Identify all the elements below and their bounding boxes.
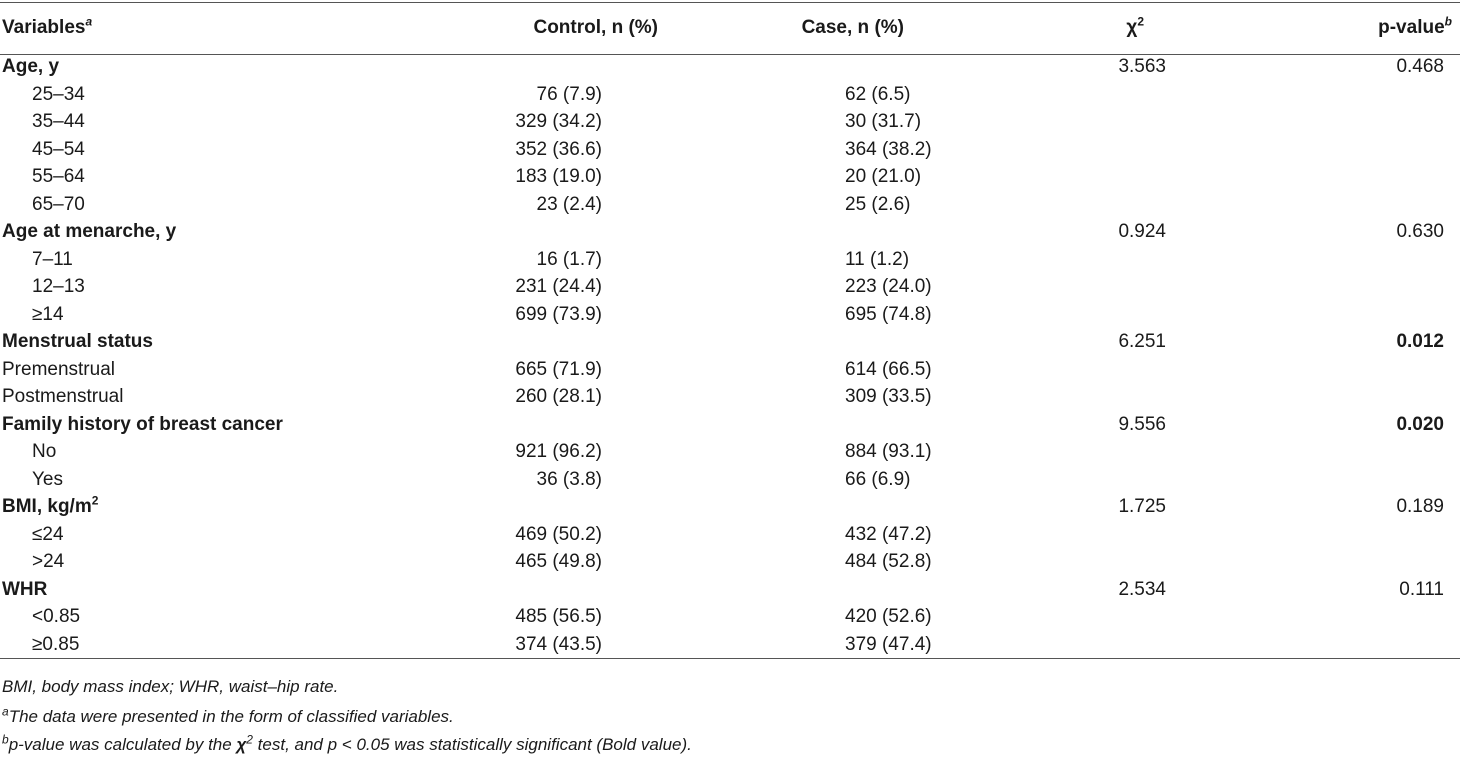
control-cell [420, 411, 664, 439]
control-cell: 329 (34.2) [515, 111, 602, 132]
row-label: Postmenstrual [2, 386, 124, 407]
chi-square-cell [984, 356, 1244, 384]
control-cell: 36 (3.8) [536, 468, 602, 490]
case-cell [664, 328, 984, 356]
table-row [0, 603, 1460, 631]
table-group-row [0, 53, 1460, 81]
p-value-cell [1244, 438, 1460, 466]
row-label: Yes [32, 468, 63, 490]
p-value-cell [1244, 603, 1460, 631]
row-label: 55–64 [32, 166, 85, 187]
control-cell: 183 (19.0) [515, 166, 602, 187]
control-cell: 699 (73.9) [515, 303, 602, 325]
case-cell: 432 (47.2) [845, 523, 932, 545]
footnote-abbreviations: BMI, body mass index; WHR, waist–hip rate. [2, 677, 339, 696]
table-row [0, 548, 1460, 576]
table-row [0, 631, 1460, 659]
control-cell [420, 218, 664, 246]
p-value-cell [1244, 356, 1460, 384]
case-cell: 62 (6.5) [845, 83, 911, 105]
table-row [0, 136, 1460, 164]
row-label: <0.85 [32, 606, 81, 627]
p-value-cell [1244, 466, 1460, 494]
control-cell: 469 (50.2) [515, 523, 602, 545]
control-cell: 23 (2.4) [536, 193, 602, 215]
row-label: Premenstrual [2, 358, 115, 380]
chi-square-cell [984, 466, 1244, 494]
p-value-cell [1244, 631, 1460, 659]
p-value-cell [1244, 163, 1460, 191]
case-cell: 30 (31.7) [845, 111, 922, 132]
row-label: 12–13 [32, 276, 85, 297]
header-control: Control, n (%) [533, 17, 658, 38]
control-cell [420, 576, 664, 604]
case-cell: 223 (24.0) [845, 276, 932, 297]
case-cell: 364 (38.2) [845, 138, 932, 160]
p-value-cell [1244, 383, 1460, 411]
table-group-row [0, 328, 1460, 356]
case-cell: 25 (2.6) [845, 193, 911, 215]
chi-square-cell [984, 603, 1244, 631]
characteristics-table [0, 3, 1460, 658]
chi-square-cell [984, 383, 1244, 411]
row-label: 25–34 [32, 83, 85, 105]
header-row [0, 3, 1460, 53]
table-row [0, 356, 1460, 384]
table-group-row [0, 218, 1460, 246]
p-value-cell: 0.020 [1396, 413, 1444, 435]
row-label: >24 [32, 551, 65, 572]
case-cell: 614 (66.5) [845, 358, 932, 380]
control-cell: 665 (71.9) [515, 358, 602, 380]
chi-square-cell [984, 273, 1244, 301]
p-value-cell [1244, 301, 1460, 329]
case-cell: 309 (33.5) [845, 386, 932, 407]
table-row [0, 301, 1460, 329]
chi-square-cell [984, 108, 1244, 136]
chi-square-cell [984, 191, 1244, 219]
p-value-cell: 0.012 [1396, 331, 1444, 352]
row-label: 35–44 [32, 111, 85, 132]
table-row [0, 273, 1460, 301]
control-cell: 231 (24.4) [515, 276, 602, 297]
case-cell: 66 (6.9) [845, 468, 911, 490]
table-row [0, 191, 1460, 219]
case-cell [664, 493, 984, 521]
footnote-b: $^b$p-value was calculated by the $\chi^2$ test, and p < 0.05 was statistically significant (Bold value). [2, 732, 692, 754]
table-row [0, 383, 1460, 411]
p-value-cell [1244, 136, 1460, 164]
control-cell: 921 (96.2) [515, 441, 602, 462]
chi-square-cell: 9.556 [1118, 413, 1166, 435]
case-cell [664, 218, 984, 246]
p-value-cell [1244, 81, 1460, 109]
data-table-container [0, 2, 1460, 659]
p-value-cell [1244, 548, 1460, 576]
chi-square-cell: 0.924 [1118, 221, 1166, 242]
case-cell: 379 (47.4) [845, 633, 932, 655]
case-cell: 11 (1.2) [845, 248, 910, 270]
case-cell: 20 (21.0) [845, 166, 922, 187]
control-cell: 465 (49.8) [515, 551, 602, 572]
chi-square-cell [984, 301, 1244, 329]
p-value-cell: 0.189 [1396, 496, 1444, 517]
header-variables: Variables$^a$ [2, 14, 93, 38]
row-label: 65–70 [32, 193, 85, 215]
header-p-value: p-value$^b$ [1378, 14, 1452, 38]
case-cell: 420 (52.6) [845, 606, 932, 627]
case-cell: 484 (52.8) [845, 551, 932, 572]
row-label: Menstrual status [2, 331, 153, 352]
bottom-rule [0, 658, 1460, 659]
control-cell: 260 (28.1) [515, 386, 602, 407]
row-label: ≥0.85 [32, 633, 80, 655]
table-row [0, 163, 1460, 191]
table-group-row [0, 411, 1460, 439]
control-cell: 374 (43.5) [515, 633, 602, 655]
control-cell: 16 (1.7) [536, 248, 602, 270]
row-label: 7–11 [32, 248, 73, 270]
control-cell [420, 328, 664, 356]
table-group-row [0, 493, 1460, 521]
table-row [0, 246, 1460, 274]
case-cell [664, 411, 984, 439]
row-label: Age, y [2, 56, 60, 77]
chi-square-cell [984, 631, 1244, 659]
table-footnotes [0, 675, 1460, 757]
case-cell [664, 576, 984, 604]
row-label: ≤24 [32, 523, 64, 545]
header-case: Case, n (%) [801, 17, 904, 38]
p-value-cell [1244, 246, 1460, 274]
table-body [0, 53, 1460, 658]
table-row [0, 466, 1460, 494]
chi-square-cell [984, 246, 1244, 274]
chi-square-cell: 2.534 [1118, 578, 1166, 600]
control-cell: 76 (7.9) [536, 83, 602, 105]
row-label: 45–54 [32, 138, 85, 160]
p-value-cell [1244, 273, 1460, 301]
chi-square-cell [984, 81, 1244, 109]
p-value-cell: 0.630 [1396, 221, 1444, 242]
control-cell: 485 (56.5) [515, 606, 602, 627]
row-label: Family history of breast cancer [2, 413, 283, 435]
table-row [0, 521, 1460, 549]
case-cell: 695 (74.8) [845, 303, 932, 325]
control-cell: 352 (36.6) [515, 138, 602, 160]
header-chi-square: $\chi^2$ [1126, 14, 1144, 38]
control-cell [420, 493, 664, 521]
chi-square-cell: 3.563 [1118, 56, 1166, 77]
case-cell [664, 53, 984, 81]
chi-square-cell: 6.251 [1118, 331, 1166, 352]
p-value-cell [1244, 108, 1460, 136]
control-cell [420, 53, 664, 81]
p-value-cell: 0.111 [1399, 578, 1444, 600]
row-label: WHR [2, 578, 48, 600]
chi-square-cell [984, 438, 1244, 466]
p-value-cell [1244, 191, 1460, 219]
p-value-cell: 0.468 [1396, 56, 1444, 77]
header-rule [0, 54, 1460, 55]
row-label: No [32, 441, 57, 462]
table-row [0, 438, 1460, 466]
chi-square-cell [984, 136, 1244, 164]
chi-square-cell: 1.725 [1118, 496, 1166, 517]
row-label: ≥14 [32, 303, 64, 325]
chi-square-cell [984, 163, 1244, 191]
chi-square-cell [984, 521, 1244, 549]
chi-square-cell [984, 548, 1244, 576]
table-row [0, 81, 1460, 109]
row-label: Age at menarche, y [2, 221, 177, 242]
case-cell: 884 (93.1) [845, 441, 932, 462]
footnote-a: $^a$The data were presented in the form of classified variables. [2, 704, 454, 726]
table-row [0, 108, 1460, 136]
table-group-row [0, 576, 1460, 604]
p-value-cell [1244, 521, 1460, 549]
row-label: BMI, $kg/m^2$ [2, 493, 99, 517]
